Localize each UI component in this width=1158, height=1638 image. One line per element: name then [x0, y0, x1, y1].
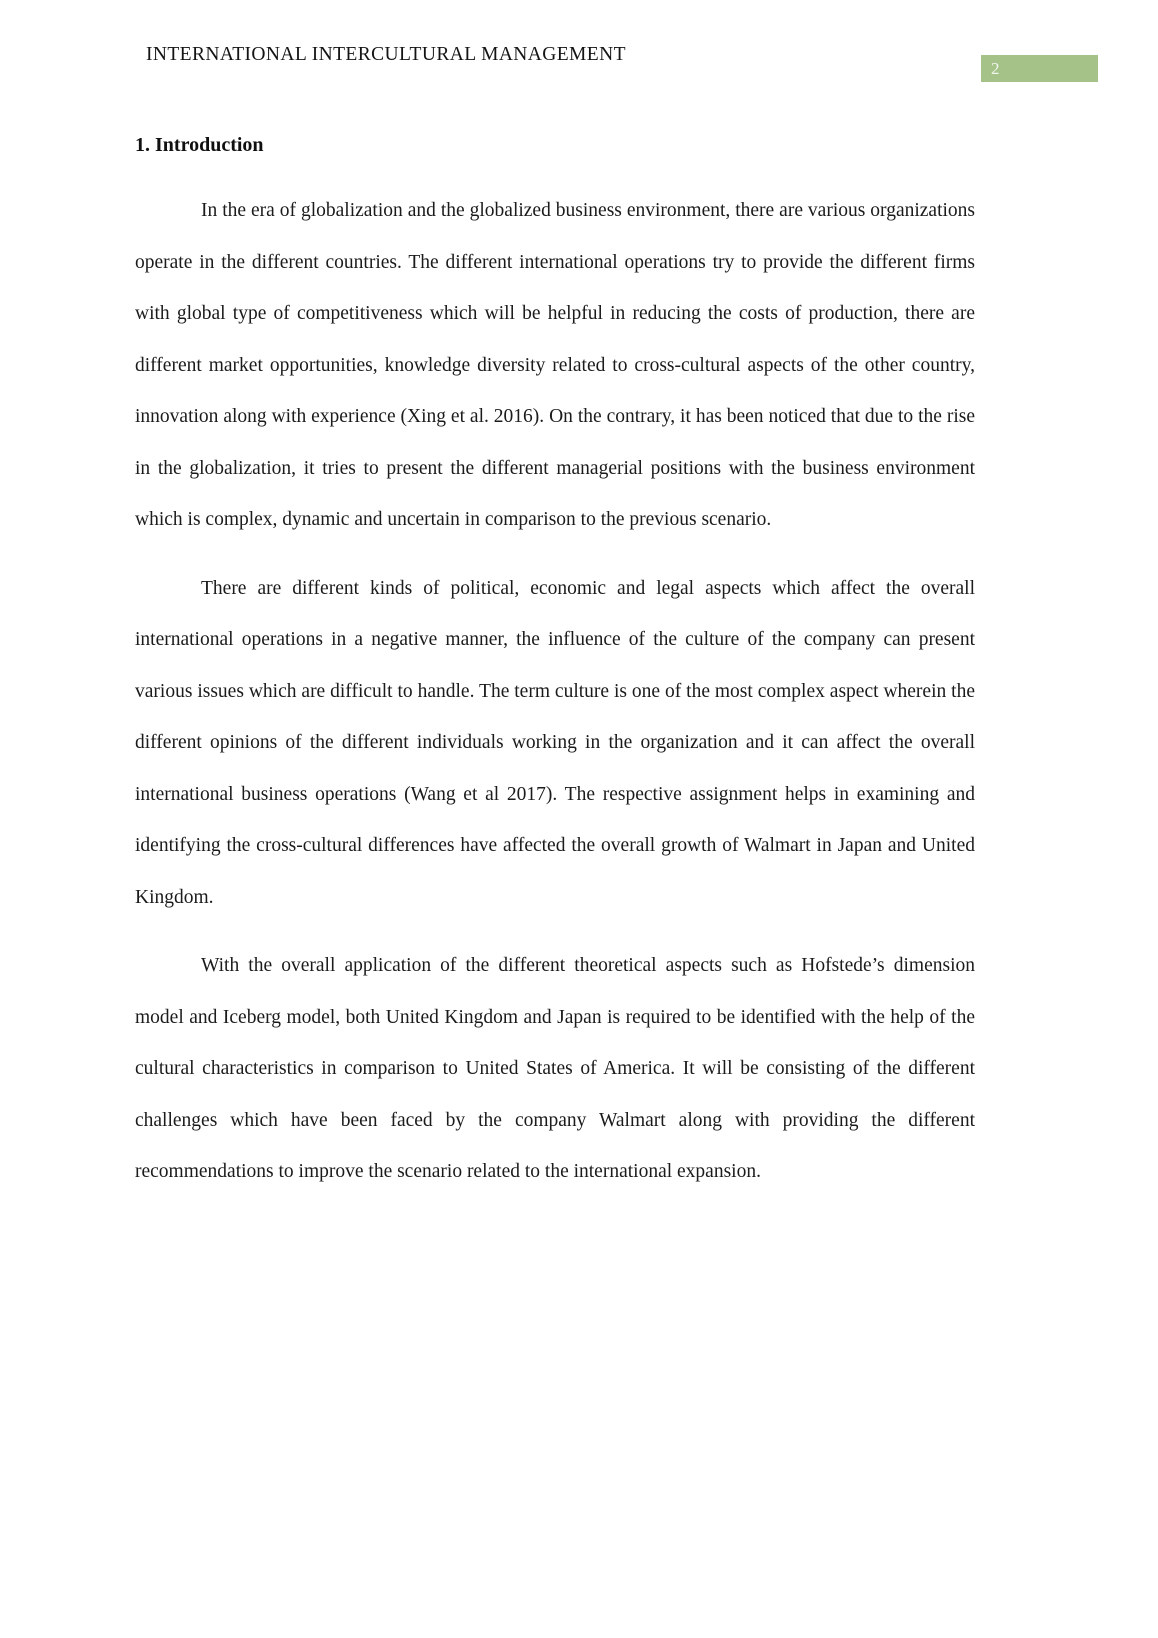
section-heading: 1. Introduction: [135, 134, 264, 156]
paragraph-introduction-2: There are different kinds of political, economic and legal aspects which affect the overall international operations in a negative manner, the influence of the culture of the company can present various issues which are difficult to handle. The term culture is one of the most complex aspect wherein the different opinions of the different individuals working in the organization and it can affect the overall international business operations (Wang et al 2017). The respective assignment helps in examining and identifying the cross-cultural differences have affected the overall growth of Walmart in Japan and United Kingdom.: [135, 577, 975, 908]
paragraph-introduction-3: With the overall application of the different theoretical aspects such as Hofstede’s dimension model and Iceberg model, both United Kingdom and Japan is required to be identified with the help of the cultural characteristics in comparison to United States of America. It will be consisting of the different challenges which have been faced by the company Walmart along with providing the different recommendations to improve the scenario related to the international expansion.: [135, 955, 975, 1182]
running-header: [146, 44, 1098, 78]
document-body: [135, 134, 975, 1215]
page-number-badge: 2: [981, 55, 1098, 82]
paragraph-introduction-1: In the era of globalization and the globalized business environment, there are various organizations operate in the different countries. The different international operations try to provide the different firms with global type of competitiveness which will be helpful in reducing the costs of production, there are different market opportunities, knowledge diversity related to cross-cultural aspects of the other country, innovation along with experience (Xing et al. 2016). On the contrary, it has been noticed that due to the rise in the globalization, it tries to present the different managerial positions with the business environment which is complex, dynamic and uncertain in comparison to the previous scenario.: [135, 200, 975, 530]
header-title: INTERNATIONAL INTERCULTURAL MANAGEMENT: [146, 44, 626, 65]
